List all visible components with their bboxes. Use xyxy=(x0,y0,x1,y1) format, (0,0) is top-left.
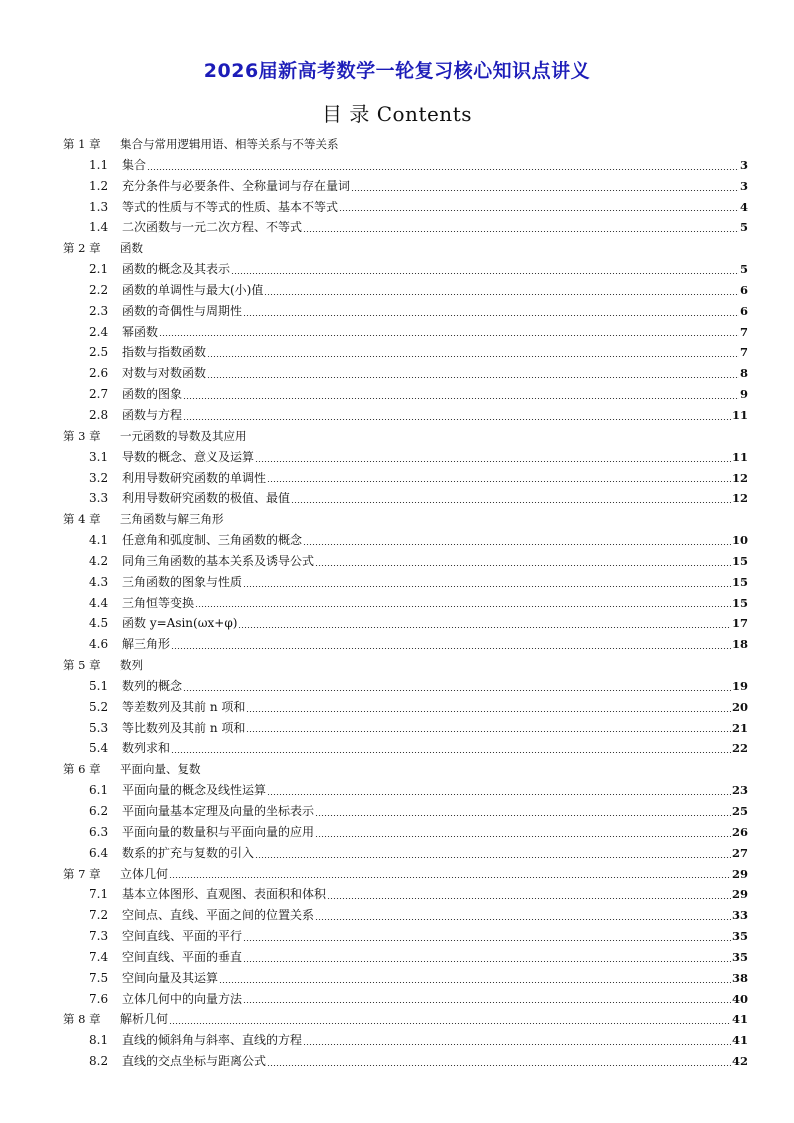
page-number: 25 xyxy=(731,804,748,818)
page-number: 40 xyxy=(731,991,748,1006)
section-title: 数系的扩充与复数的引入 xyxy=(122,845,255,860)
section-number: 4.2 xyxy=(89,553,109,568)
toc-section-row[interactable] xyxy=(0,947,794,968)
section-number: 7.4 xyxy=(89,949,109,964)
dot-leader xyxy=(351,190,739,191)
section-number: 5.1 xyxy=(89,678,109,693)
section-title: 空间向量及其运算 xyxy=(122,970,219,985)
toc-heading: 目 录 Contents xyxy=(322,102,472,126)
section-number: 2.6 xyxy=(89,366,109,381)
page-number: 38 xyxy=(731,970,748,985)
document-title: 2026届新高考数学一轮复习核心知识点讲义 xyxy=(203,60,591,82)
section-entry xyxy=(122,217,748,238)
section-number: 5.4 xyxy=(89,741,109,756)
toc-chapter-row[interactable] xyxy=(0,509,794,530)
dot-leader xyxy=(238,627,731,628)
chapter-number: 第 4 章 xyxy=(63,512,101,527)
page-number: 41 xyxy=(731,1012,748,1027)
page-number: 35 xyxy=(731,929,748,944)
section-title: 函数的图象 xyxy=(122,387,183,402)
page-number: 42 xyxy=(731,1054,748,1069)
toc-section-row[interactable] xyxy=(0,1030,794,1051)
section-number: 2.1 xyxy=(89,262,109,277)
dot-leader xyxy=(315,565,731,566)
section-number: 2.4 xyxy=(89,324,109,339)
page-number: 3 xyxy=(739,178,748,193)
section-entry xyxy=(122,989,748,1010)
dot-leader xyxy=(147,169,739,170)
toc-section-row[interactable] xyxy=(0,989,794,1010)
section-entry xyxy=(122,447,748,468)
toc-chapter-row[interactable] xyxy=(0,655,794,676)
section-title: 空间直线、平面的垂直 xyxy=(122,949,243,964)
page-number: 19 xyxy=(731,678,748,693)
chapter-number: 第 6 章 xyxy=(63,762,101,777)
dot-leader xyxy=(171,752,731,753)
section-number: 2.5 xyxy=(89,345,109,360)
toc-section-row[interactable] xyxy=(0,176,794,197)
section-entry xyxy=(122,801,748,822)
toc-chapter-row[interactable] xyxy=(0,1009,794,1030)
section-number: 3.2 xyxy=(89,470,109,485)
chapter-title: 立体几何 xyxy=(120,866,169,881)
section-entry xyxy=(122,905,748,926)
section-title: 任意角和弧度制、三角函数的概念 xyxy=(122,533,303,548)
toc-chapter-row[interactable] xyxy=(0,864,794,885)
section-title: 直线的倾斜角与斜率、直线的方程 xyxy=(122,1033,303,1048)
section-title: 平面向量的概念及线性运算 xyxy=(122,783,267,798)
toc-section-row[interactable] xyxy=(0,551,794,572)
section-entry xyxy=(122,259,748,280)
toc-section-row[interactable] xyxy=(0,613,794,634)
section-title: 幂函数 xyxy=(122,324,159,339)
section-entry xyxy=(122,676,748,697)
section-entry xyxy=(122,947,748,968)
section-number: 1.1 xyxy=(89,157,109,172)
section-entry xyxy=(122,384,748,405)
chapter-number: 第 1 章 xyxy=(63,137,101,151)
page-number: 15 xyxy=(731,595,748,610)
page-number: 6 xyxy=(739,303,748,318)
dot-leader xyxy=(159,335,739,336)
section-number: 7.5 xyxy=(89,970,109,985)
dot-leader xyxy=(243,315,739,316)
page-number: 7 xyxy=(739,324,748,339)
toc-section-row[interactable] xyxy=(0,738,794,759)
section-title: 三角恒等变换 xyxy=(122,595,195,610)
page-number: 41 xyxy=(731,1033,748,1048)
section-title: 函数的概念及其表示 xyxy=(122,262,231,277)
dot-leader xyxy=(243,586,731,587)
page-number: 12 xyxy=(731,491,748,506)
toc-section-row[interactable] xyxy=(0,843,794,864)
toc-section-row[interactable] xyxy=(0,447,794,468)
section-number: 1.3 xyxy=(89,199,109,214)
toc-section-row[interactable] xyxy=(0,572,794,593)
section-entry xyxy=(122,738,748,759)
chapter-title: 函数 xyxy=(120,241,143,256)
section-entry xyxy=(122,468,748,489)
dot-leader xyxy=(246,711,731,712)
section-number: 4.6 xyxy=(89,637,109,652)
toc-section-row[interactable] xyxy=(0,363,794,384)
page-number: 15 xyxy=(731,553,748,568)
toc-section-row[interactable] xyxy=(0,801,794,822)
toc-section-row[interactable] xyxy=(0,780,794,801)
section-number: 6.1 xyxy=(89,783,109,798)
dot-leader xyxy=(303,1044,731,1045)
page-number: 21 xyxy=(731,720,748,735)
dot-leader xyxy=(267,794,731,795)
dot-leader xyxy=(195,606,731,607)
section-title: 导数的概念、意义及运算 xyxy=(122,449,255,464)
toc-section-row[interactable] xyxy=(0,342,794,363)
chapter-title: 三角函数与解三角形 xyxy=(120,512,224,527)
toc-section-row[interactable] xyxy=(0,968,794,989)
toc-section-row[interactable] xyxy=(0,384,794,405)
dot-leader xyxy=(169,877,731,878)
section-title: 直线的交点坐标与距离公式 xyxy=(122,1054,267,1069)
toc-chapter-row[interactable] xyxy=(0,134,794,155)
chapter-number: 第 5 章 xyxy=(63,658,101,673)
section-title: 平面向量的数量积与平面向量的应用 xyxy=(122,824,315,839)
section-title: 利用导数研究函数的极值、最值 xyxy=(122,491,291,506)
dot-leader xyxy=(315,836,731,837)
toc-section-row[interactable] xyxy=(0,926,794,947)
chapter-title: 解析几何 xyxy=(120,1012,169,1027)
dot-leader xyxy=(171,648,731,649)
section-number: 2.8 xyxy=(89,407,109,422)
dot-leader xyxy=(264,294,739,295)
page-number: 4 xyxy=(739,199,748,214)
dot-leader xyxy=(255,857,731,858)
chapter-title: 数列 xyxy=(120,658,143,673)
section-title: 函数的单调性与最大(小)值 xyxy=(122,282,264,297)
toc-chapter-row[interactable] xyxy=(0,238,794,259)
dot-leader xyxy=(243,940,731,941)
toc-section-row[interactable] xyxy=(0,530,794,551)
toc-section-row[interactable] xyxy=(0,301,794,322)
toc-section-row[interactable] xyxy=(0,280,794,301)
chapter-title: 一元函数的导数及其应用 xyxy=(120,428,247,443)
chapter-title: 平面向量、复数 xyxy=(120,762,201,777)
page-number: 11 xyxy=(731,449,748,464)
section-entry xyxy=(122,780,748,801)
dot-leader xyxy=(246,731,731,732)
page-number: 10 xyxy=(731,533,748,548)
section-title: 等差数列及其前 n 项和 xyxy=(122,699,246,714)
section-entry xyxy=(122,322,748,343)
section-entry xyxy=(122,926,748,947)
section-number: 7.6 xyxy=(89,991,109,1006)
section-number: 3.1 xyxy=(89,449,109,464)
section-entry xyxy=(122,593,748,614)
toc-section-row[interactable] xyxy=(0,322,794,343)
section-title: 充分条件与必要条件、全称量词与存在量词 xyxy=(122,178,351,193)
section-title: 数列的概念 xyxy=(122,678,183,693)
section-entry xyxy=(122,301,748,322)
section-number: 2.3 xyxy=(89,303,109,318)
section-title: 集合 xyxy=(122,157,147,172)
chapter-number: 第 3 章 xyxy=(63,428,101,443)
table-of-contents xyxy=(0,134,794,1072)
dot-leader xyxy=(183,419,731,420)
toc-chapter-row[interactable] xyxy=(0,759,794,780)
section-entry xyxy=(122,843,748,864)
section-entry xyxy=(122,280,748,301)
toc-chapter-row[interactable] xyxy=(0,426,794,447)
section-number: 5.2 xyxy=(89,699,109,714)
page-number: 33 xyxy=(731,908,748,923)
section-title: 函数与方程 xyxy=(122,407,183,422)
section-number: 4.5 xyxy=(89,616,109,631)
section-entry xyxy=(122,155,748,176)
dot-leader xyxy=(267,481,731,482)
toc-section-row[interactable] xyxy=(0,468,794,489)
page-number: 8 xyxy=(739,366,748,381)
page-number: 26 xyxy=(731,824,748,839)
section-title: 立体几何中的向量方法 xyxy=(122,991,243,1006)
section-entry xyxy=(122,1051,748,1072)
section-title: 二次函数与一元二次方程、不等式 xyxy=(122,220,303,235)
dot-leader xyxy=(327,898,731,899)
section-title: 同角三角函数的基本关系及诱导公式 xyxy=(122,553,315,568)
page-number: 23 xyxy=(731,783,748,798)
page-number: 6 xyxy=(739,282,748,297)
section-number: 2.7 xyxy=(89,387,109,402)
chapter-number: 第 8 章 xyxy=(63,1012,101,1027)
dot-leader xyxy=(255,461,731,462)
section-entry xyxy=(122,697,748,718)
section-number: 6.4 xyxy=(89,845,109,860)
section-number: 4.3 xyxy=(89,574,109,589)
section-title: 函数 y=Asin(ωx+φ) xyxy=(122,616,238,631)
section-entry xyxy=(122,718,748,739)
section-number: 7.1 xyxy=(89,887,109,902)
section-title: 基本立体图形、直观图、表面积和体积 xyxy=(122,887,327,902)
section-number: 5.3 xyxy=(89,720,109,735)
toc-section-row[interactable] xyxy=(0,905,794,926)
chapter-entry xyxy=(120,864,748,885)
section-title: 平面向量基本定理及向量的坐标表示 xyxy=(122,804,315,818)
section-number: 2.2 xyxy=(89,282,109,297)
page-number: 11 xyxy=(731,407,748,422)
section-entry xyxy=(122,822,748,843)
toc-section-row[interactable] xyxy=(0,1051,794,1072)
page-number: 3 xyxy=(739,157,748,172)
section-entry xyxy=(122,176,748,197)
toc-section-row[interactable] xyxy=(0,197,794,218)
section-title: 解三角形 xyxy=(122,637,171,652)
toc-section-row[interactable] xyxy=(0,697,794,718)
section-entry xyxy=(122,488,748,509)
section-title: 空间直线、平面的平行 xyxy=(122,929,243,944)
section-number: 1.2 xyxy=(89,178,109,193)
toc-section-row[interactable] xyxy=(0,488,794,509)
page-number: 29 xyxy=(731,887,748,902)
page-number: 7 xyxy=(739,345,748,360)
section-title: 函数的奇偶性与周期性 xyxy=(122,303,243,318)
section-title: 利用导数研究函数的单调性 xyxy=(122,470,267,485)
section-title: 空间点、直线、平面之间的位置关系 xyxy=(122,908,315,923)
section-entry xyxy=(122,634,748,655)
dot-leader xyxy=(183,398,739,399)
dot-leader xyxy=(303,544,731,545)
dot-leader xyxy=(303,231,739,232)
page-number: 35 xyxy=(731,949,748,964)
section-entry xyxy=(122,342,748,363)
toc-section-row[interactable] xyxy=(0,593,794,614)
toc-section-row[interactable] xyxy=(0,155,794,176)
page-number: 27 xyxy=(731,845,748,860)
toc-section-row[interactable] xyxy=(0,718,794,739)
dot-leader xyxy=(219,982,731,983)
dot-leader xyxy=(243,961,731,962)
section-number: 8.1 xyxy=(89,1033,109,1048)
section-entry xyxy=(122,363,748,384)
section-number: 7.2 xyxy=(89,908,109,923)
toc-section-row[interactable] xyxy=(0,884,794,905)
page-number: 22 xyxy=(731,741,748,756)
dot-leader xyxy=(267,1065,731,1066)
dot-leader xyxy=(315,919,731,920)
toc-section-row[interactable] xyxy=(0,676,794,697)
chapter-number: 第 2 章 xyxy=(63,241,101,256)
section-number: 7.3 xyxy=(89,929,109,944)
dot-leader xyxy=(169,1023,731,1024)
page-number: 5 xyxy=(739,262,748,277)
page-number: 9 xyxy=(739,387,748,402)
section-entry xyxy=(122,530,748,551)
section-number: 6.3 xyxy=(89,824,109,839)
toc-section-row[interactable] xyxy=(0,634,794,655)
section-number: 8.2 xyxy=(89,1054,109,1069)
section-number: 3.3 xyxy=(89,491,109,506)
page-number: 20 xyxy=(731,699,748,714)
section-title: 三角函数的图象与性质 xyxy=(122,574,243,589)
section-entry xyxy=(122,197,748,218)
section-entry xyxy=(122,551,748,572)
page-number: 18 xyxy=(731,637,748,652)
section-number: 6.2 xyxy=(89,804,109,818)
dot-leader xyxy=(243,1002,731,1003)
chapter-title: 集合与常用逻辑用语、相等关系与不等关系 xyxy=(120,137,339,151)
dot-leader xyxy=(339,210,739,211)
page-number: 15 xyxy=(731,574,748,589)
section-entry xyxy=(122,405,748,426)
section-entry xyxy=(122,968,748,989)
dot-leader xyxy=(291,502,731,503)
chapter-entry xyxy=(120,1009,748,1030)
page-number: 17 xyxy=(731,616,748,631)
toc-section-row[interactable] xyxy=(0,259,794,280)
section-entry xyxy=(122,1030,748,1051)
page-number: 29 xyxy=(731,866,748,881)
toc-section-row[interactable] xyxy=(0,822,794,843)
dot-leader xyxy=(207,377,739,378)
section-number: 4.4 xyxy=(89,595,109,610)
dot-leader xyxy=(315,815,731,816)
dot-leader xyxy=(207,356,739,357)
section-entry xyxy=(122,572,748,593)
section-number: 1.4 xyxy=(89,220,109,235)
section-title: 数列求和 xyxy=(122,741,171,756)
section-title: 等比数列及其前 n 项和 xyxy=(122,720,246,735)
section-number: 4.1 xyxy=(89,533,109,548)
section-title: 对数与对数函数 xyxy=(122,366,207,381)
dot-leader xyxy=(231,273,739,274)
section-title: 指数与指数函数 xyxy=(122,345,207,360)
section-entry xyxy=(122,884,748,905)
page-number: 12 xyxy=(731,470,748,485)
section-entry xyxy=(122,613,748,634)
toc-section-row[interactable] xyxy=(0,217,794,238)
section-title: 等式的性质与不等式的性质、基本不等式 xyxy=(122,199,339,214)
page-number: 5 xyxy=(739,220,748,235)
chapter-number: 第 7 章 xyxy=(63,866,101,881)
dot-leader xyxy=(183,690,731,691)
toc-section-row[interactable] xyxy=(0,405,794,426)
